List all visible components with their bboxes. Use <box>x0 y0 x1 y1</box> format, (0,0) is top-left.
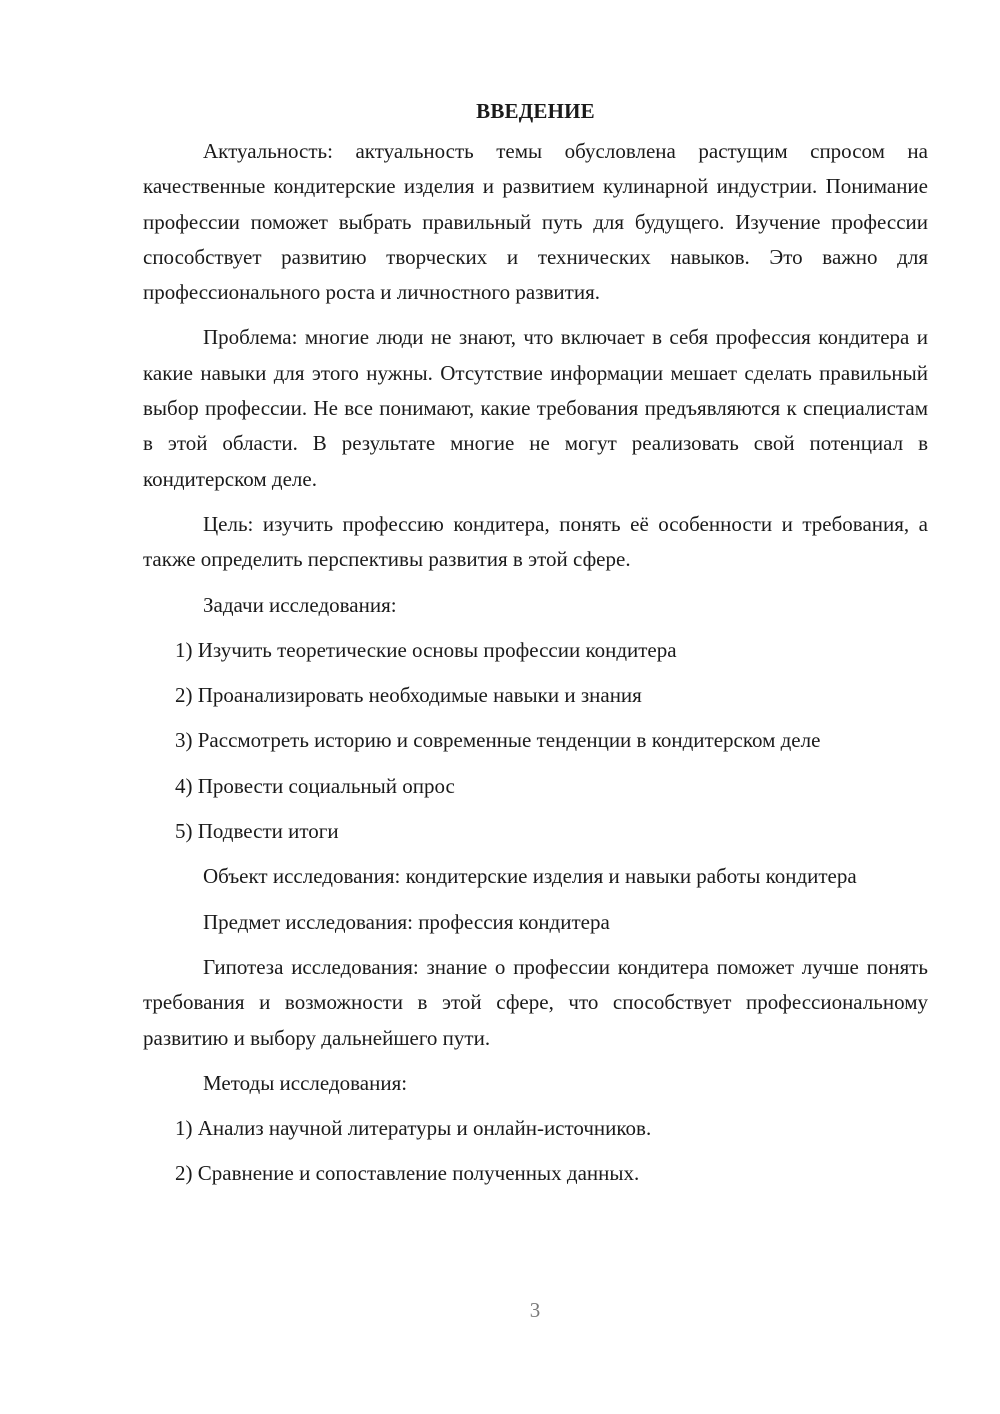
page-number: 3 <box>529 1298 541 1322</box>
task-item: 2) Проанализировать необходимые навыки и знания <box>175 683 642 708</box>
method-item: 1) Анализ научной литературы и онлайн-источников. <box>175 1116 652 1141</box>
tasks-heading: Задачи исследования: <box>203 592 397 617</box>
problem-paragraph: Проблема: многие люди не знают, что включает в себя профессия кондитера и какие навыки для этого нужны. Отсутствие информации мешает сделать правильный выбор профессии. Не все понимают, какие требования предъявляются к специалистам в этой области. В результате многие не могут реализовать свой потенциал в кондитерском деле. <box>143 325 928 491</box>
goal-paragraph: Цель: изучить профессию кондитера, понять её особенности и требования, а также определить перспективы развития в этой сфере. <box>143 511 928 572</box>
document-page <box>143 92 928 1202</box>
task-item: 1) Изучить теоретические основы профессии кондитера <box>175 637 677 662</box>
task-item: 3) Рассмотреть историю и современные тенденции в кондитерском деле <box>175 728 821 753</box>
hypothesis-paragraph: Гипотеза исследования: знание о профессии кондитера поможет лучше понять требования и возможности в этой сфере, что способствует профессиональному развитию и выбору дальнейшего пути. <box>143 954 928 1050</box>
section-title: ВВЕДЕНИЕ <box>476 99 595 123</box>
task-item: 5) Подвести итоги <box>175 819 339 844</box>
method-item: 2) Сравнение и сопоставление полученных данных. <box>175 1161 640 1186</box>
task-item: 4) Провести социальный опрос <box>175 773 455 798</box>
relevance-paragraph: Актуальность: актуальность темы обусловлена растущим спросом на качественные кондитерские изделия и развитием кулинарной индустрии. Понимание профессии поможет выбрать правильный путь для будущего. Изучение профессии способствует развитию творческих и технических навыков. Это важно для профессионального роста и личностного развития. <box>143 139 928 305</box>
methods-heading: Методы исследования: <box>203 1070 408 1095</box>
object-paragraph: Объект исследования: кондитерские изделия и навыки работы кондитера <box>203 864 857 889</box>
subject-paragraph: Предмет исследования: профессия кондитера <box>203 909 610 934</box>
